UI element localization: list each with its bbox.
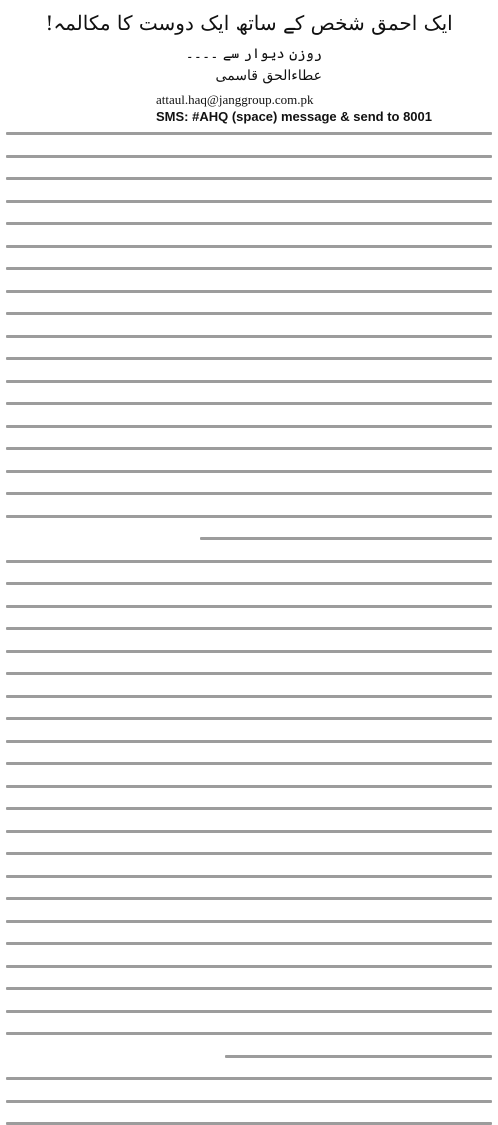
text-line xyxy=(200,537,492,540)
text-line xyxy=(6,312,492,315)
text-line xyxy=(6,155,492,158)
text-line xyxy=(6,650,492,653)
text-line xyxy=(6,200,492,203)
text-line xyxy=(6,897,492,900)
text-line xyxy=(6,627,492,630)
text-line xyxy=(6,1077,492,1080)
text-line xyxy=(6,582,492,585)
text-line xyxy=(6,132,492,135)
text-line xyxy=(6,740,492,743)
text-line xyxy=(6,920,492,923)
text-line xyxy=(6,177,492,180)
text-line xyxy=(6,785,492,788)
text-line xyxy=(6,762,492,765)
text-line xyxy=(6,987,492,990)
text-line xyxy=(6,470,492,473)
text-line xyxy=(6,605,492,608)
text-line xyxy=(6,245,492,248)
text-line xyxy=(6,267,492,270)
article-paragraph-3 xyxy=(6,1077,492,1125)
text-line xyxy=(6,875,492,878)
text-line xyxy=(6,1010,492,1013)
text-line xyxy=(6,1032,492,1035)
text-line xyxy=(6,222,492,225)
text-line xyxy=(6,357,492,360)
article-headline: ایک احمق شخص کے ساتھ ایک دوست کا مکالمہ! xyxy=(45,11,453,35)
article-column xyxy=(6,4,492,982)
author-name: عطاءالحق قاسمی xyxy=(215,68,322,84)
text-line xyxy=(6,1100,492,1103)
text-line xyxy=(225,1055,492,1058)
text-line xyxy=(6,492,492,495)
text-line xyxy=(6,672,492,675)
text-line xyxy=(6,717,492,720)
text-line xyxy=(6,335,492,338)
text-line xyxy=(6,402,492,405)
text-line xyxy=(6,965,492,968)
text-line xyxy=(6,515,492,518)
article-paragraph-2 xyxy=(6,560,492,1058)
text-line xyxy=(6,290,492,293)
text-line xyxy=(6,942,492,945)
text-line xyxy=(6,380,492,383)
text-line xyxy=(6,852,492,855)
text-line xyxy=(6,560,492,563)
column-name: روزن دیوار سے ۔۔۔۔ xyxy=(185,46,322,62)
text-line xyxy=(6,425,492,428)
text-line xyxy=(6,830,492,833)
text-line xyxy=(6,807,492,810)
byline-block xyxy=(6,44,492,86)
text-line xyxy=(6,447,492,450)
sms-instruction: SMS: #AHQ (space) message & send to 8001 xyxy=(156,109,432,124)
article-paragraph-1 xyxy=(6,132,492,540)
author-email: attaul.haq@janggroup.com.pk xyxy=(156,92,314,107)
text-line xyxy=(6,695,492,698)
